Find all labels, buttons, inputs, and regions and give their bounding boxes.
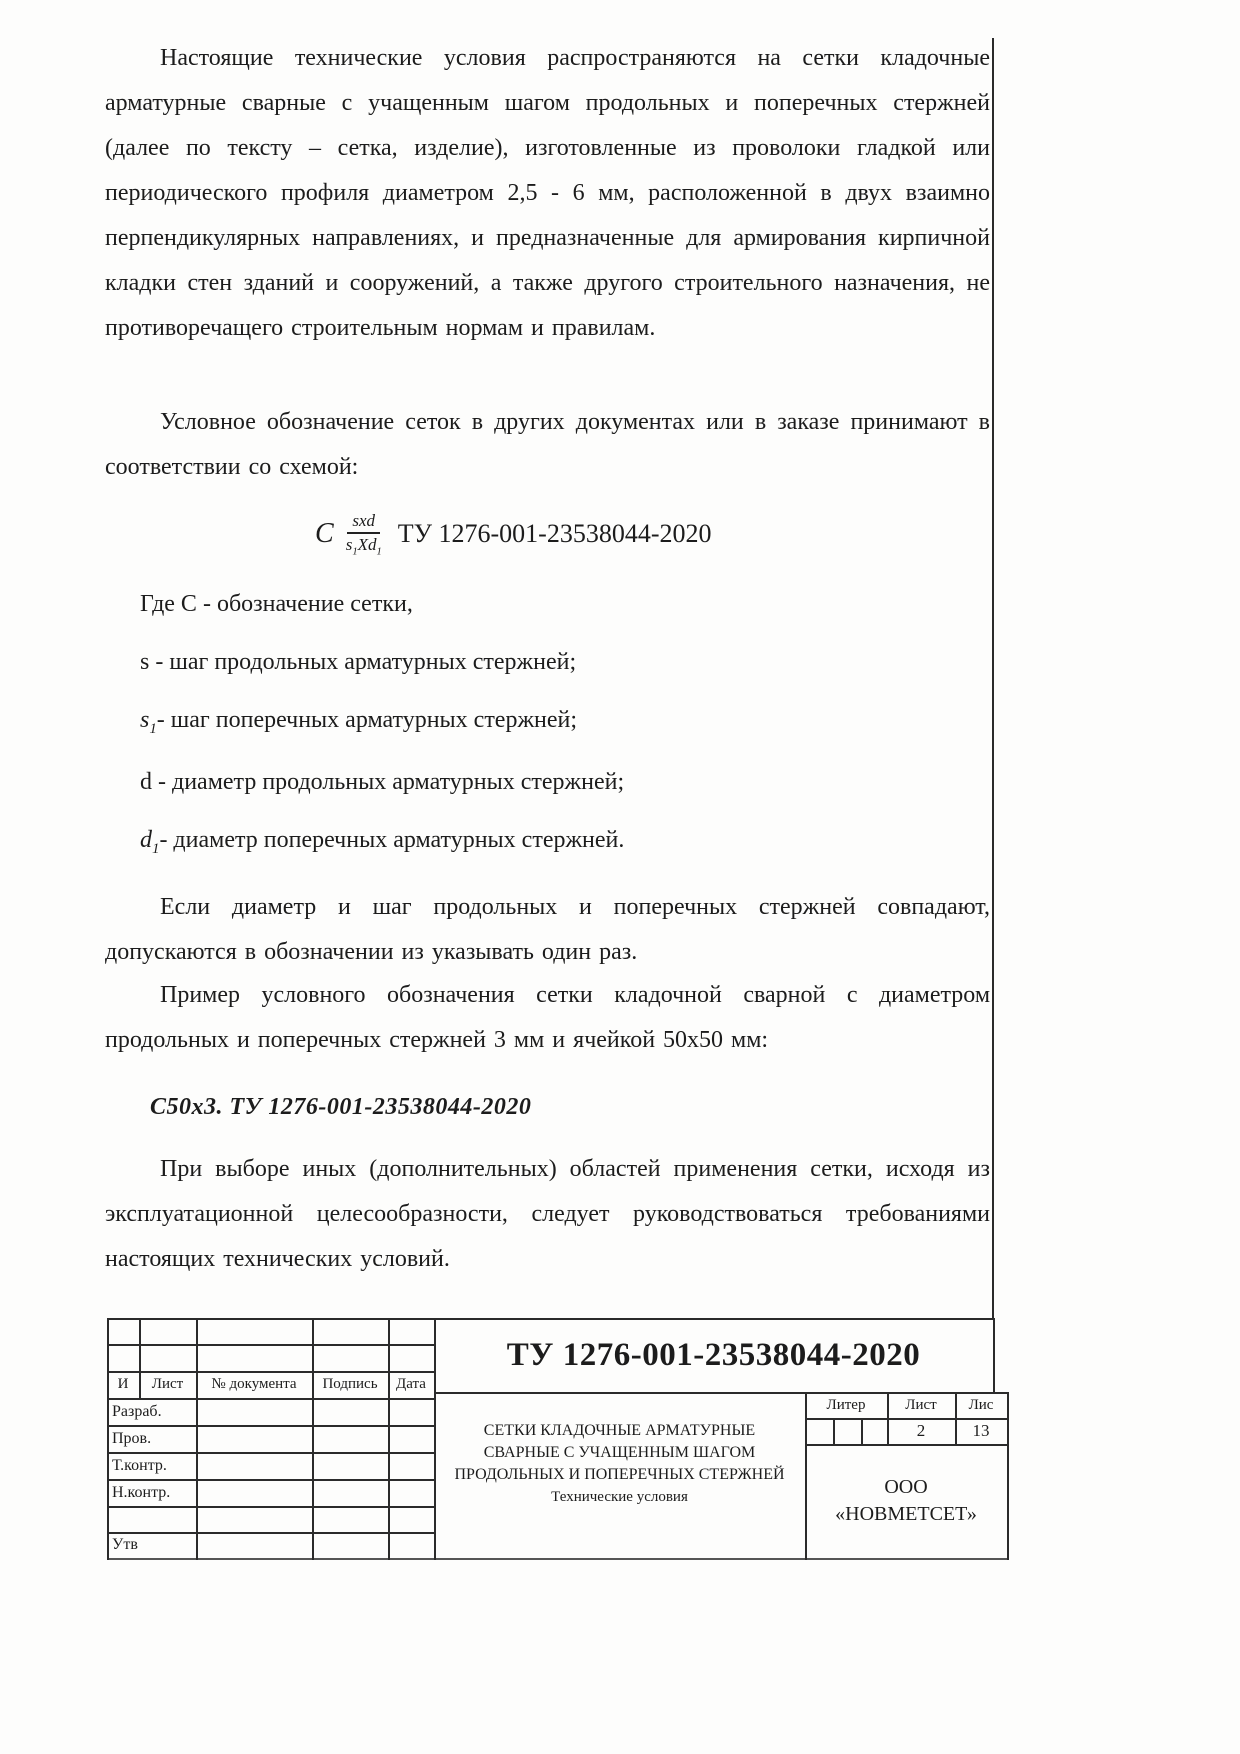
definition-text: - шаг поперечных арматурных стержней; [156, 707, 578, 733]
tb-line [107, 1344, 434, 1346]
definition-text: - шаг продольных арматурных стержней; [149, 649, 577, 675]
formula-coefficient: C [315, 518, 334, 549]
formula-numerator: sxd [347, 511, 380, 534]
sheets-total-value: 13 [972, 1421, 990, 1440]
designation-formula [315, 503, 712, 565]
doc-name-line-2: СВАРНЫЕ С УЧАЩЕННЫМ ШАГОМ [483, 1444, 756, 1461]
definition-d [140, 766, 624, 807]
doc-name-subtitle: Технические условия [551, 1489, 688, 1505]
example-designation: С50х3. ТУ 1276-001-23538044-2020 [150, 1094, 532, 1120]
row-label-razrab: Разраб. [112, 1402, 162, 1420]
tb-line [833, 1418, 835, 1444]
col-header-izm: И [117, 1376, 129, 1392]
doc-name-line-3: ПРОДОЛЬНЫХ И ПОПЕРЕЧНЫХ СТЕРЖНЕЙ [454, 1466, 785, 1483]
paragraph-equal-case: Если диаметр и шаг продольных и поперечных стержней совпадают, допускаются в обозначении из указывать один раз. [105, 894, 990, 965]
titleblock-doc-number: ТУ 1276-001-23538044-2020 [506, 1336, 921, 1373]
definition-symbol: d [140, 769, 152, 795]
row-label-prov: Пров. [112, 1429, 152, 1447]
tb-line [1007, 1392, 1009, 1560]
tb-line [107, 1558, 1009, 1560]
formula-fraction [344, 511, 384, 557]
page-right-border [992, 38, 994, 1318]
col-header-doc-number: № документа [211, 1376, 297, 1392]
row-label-tkontr: Т.контр. [112, 1456, 167, 1474]
col-header-sheet: Лист [905, 1396, 937, 1413]
col-header-sheets: Лис [968, 1396, 994, 1413]
company-line-2: «НОВМЕТСЕТ» [835, 1503, 977, 1525]
definition-symbol: Где С [140, 591, 197, 617]
sheet-number-value: 2 [916, 1421, 926, 1440]
company-line-1: ООО [884, 1476, 928, 1498]
denominator-symbol-2: Xd [357, 534, 377, 554]
definition-symbol: s [140, 649, 150, 675]
tb-line [107, 1506, 434, 1508]
denominator-subscript-2: 1 [376, 546, 382, 558]
definition-subscript: 1 [152, 840, 160, 857]
titleblock-document-name [434, 1392, 805, 1558]
denominator-subscript: 1 [352, 546, 358, 558]
col-header-signature: Подпись [322, 1376, 378, 1392]
definition-s [140, 646, 576, 687]
formula-standard-number: ТУ 1276-001-23538044-2020 [397, 519, 712, 548]
col-header-liter: Литер [826, 1396, 866, 1413]
tb-line [196, 1318, 198, 1560]
definition-text: - диаметр продольных арматурных стержней; [152, 769, 625, 795]
col-header-date: Дата [396, 1376, 426, 1392]
titleblock-company [805, 1444, 1007, 1558]
definition-symbol: d [140, 827, 152, 853]
paragraph-example-intro: Пример условного обозначения сетки кладочной сварной с диаметром продольных и поперечных стержней 3 мм и ячейкой 50х50 мм: [105, 982, 990, 1053]
tb-line [861, 1418, 863, 1444]
tb-line [312, 1318, 314, 1560]
row-label-nkontr: Н.контр. [112, 1483, 171, 1501]
definition-c [140, 588, 413, 629]
definition-s1 [140, 704, 577, 745]
definition-d1 [140, 824, 624, 865]
definition-subscript: 1 [149, 720, 157, 737]
definition-symbol: s [140, 707, 150, 733]
paragraph-designation-intro: Условное обозначение сеток в других документах или в заказе принимают в соответствии со схемой: [105, 409, 990, 480]
row-label-utv: Утв [112, 1536, 138, 1553]
col-header-list: Лист [151, 1376, 184, 1392]
title-block [107, 1318, 1009, 1560]
formula-denominator [344, 534, 384, 557]
definition-text: - обозначение сетки, [196, 591, 413, 617]
definition-text: - диаметр поперечных арматурных стержней. [159, 827, 625, 853]
paragraph-other-uses: При выборе иных (дополнительных) областей применения сетки, исходя из эксплуатационной целесообразности, следует руководствоваться требованиями настоящих технических условий. [105, 1156, 990, 1272]
paragraph-scope: Настоящие технические условия распространяются на сетки кладочные арматурные сварные с учащенным шагом продольных и поперечных стержней (далее по тексту – сетка, изделие), изготовленные из проволоки гладкой или периодического профиля диаметром 2,5 - 6 мм, расположенной в двух взаимно перпендикулярных направлениях, и предназначенные для армирования кирпичной кладки стен зданий и сооружений, а также другого строительного назначения, не противоречащего строительным нормам и правилам. [105, 45, 990, 341]
tb-line [993, 1318, 995, 1392]
tb-line [388, 1318, 390, 1560]
denominator-symbol: s [345, 534, 353, 554]
doc-name-line-1: СЕТКИ КЛАДОЧНЫЕ АРМАТУРНЫЕ [483, 1422, 756, 1439]
